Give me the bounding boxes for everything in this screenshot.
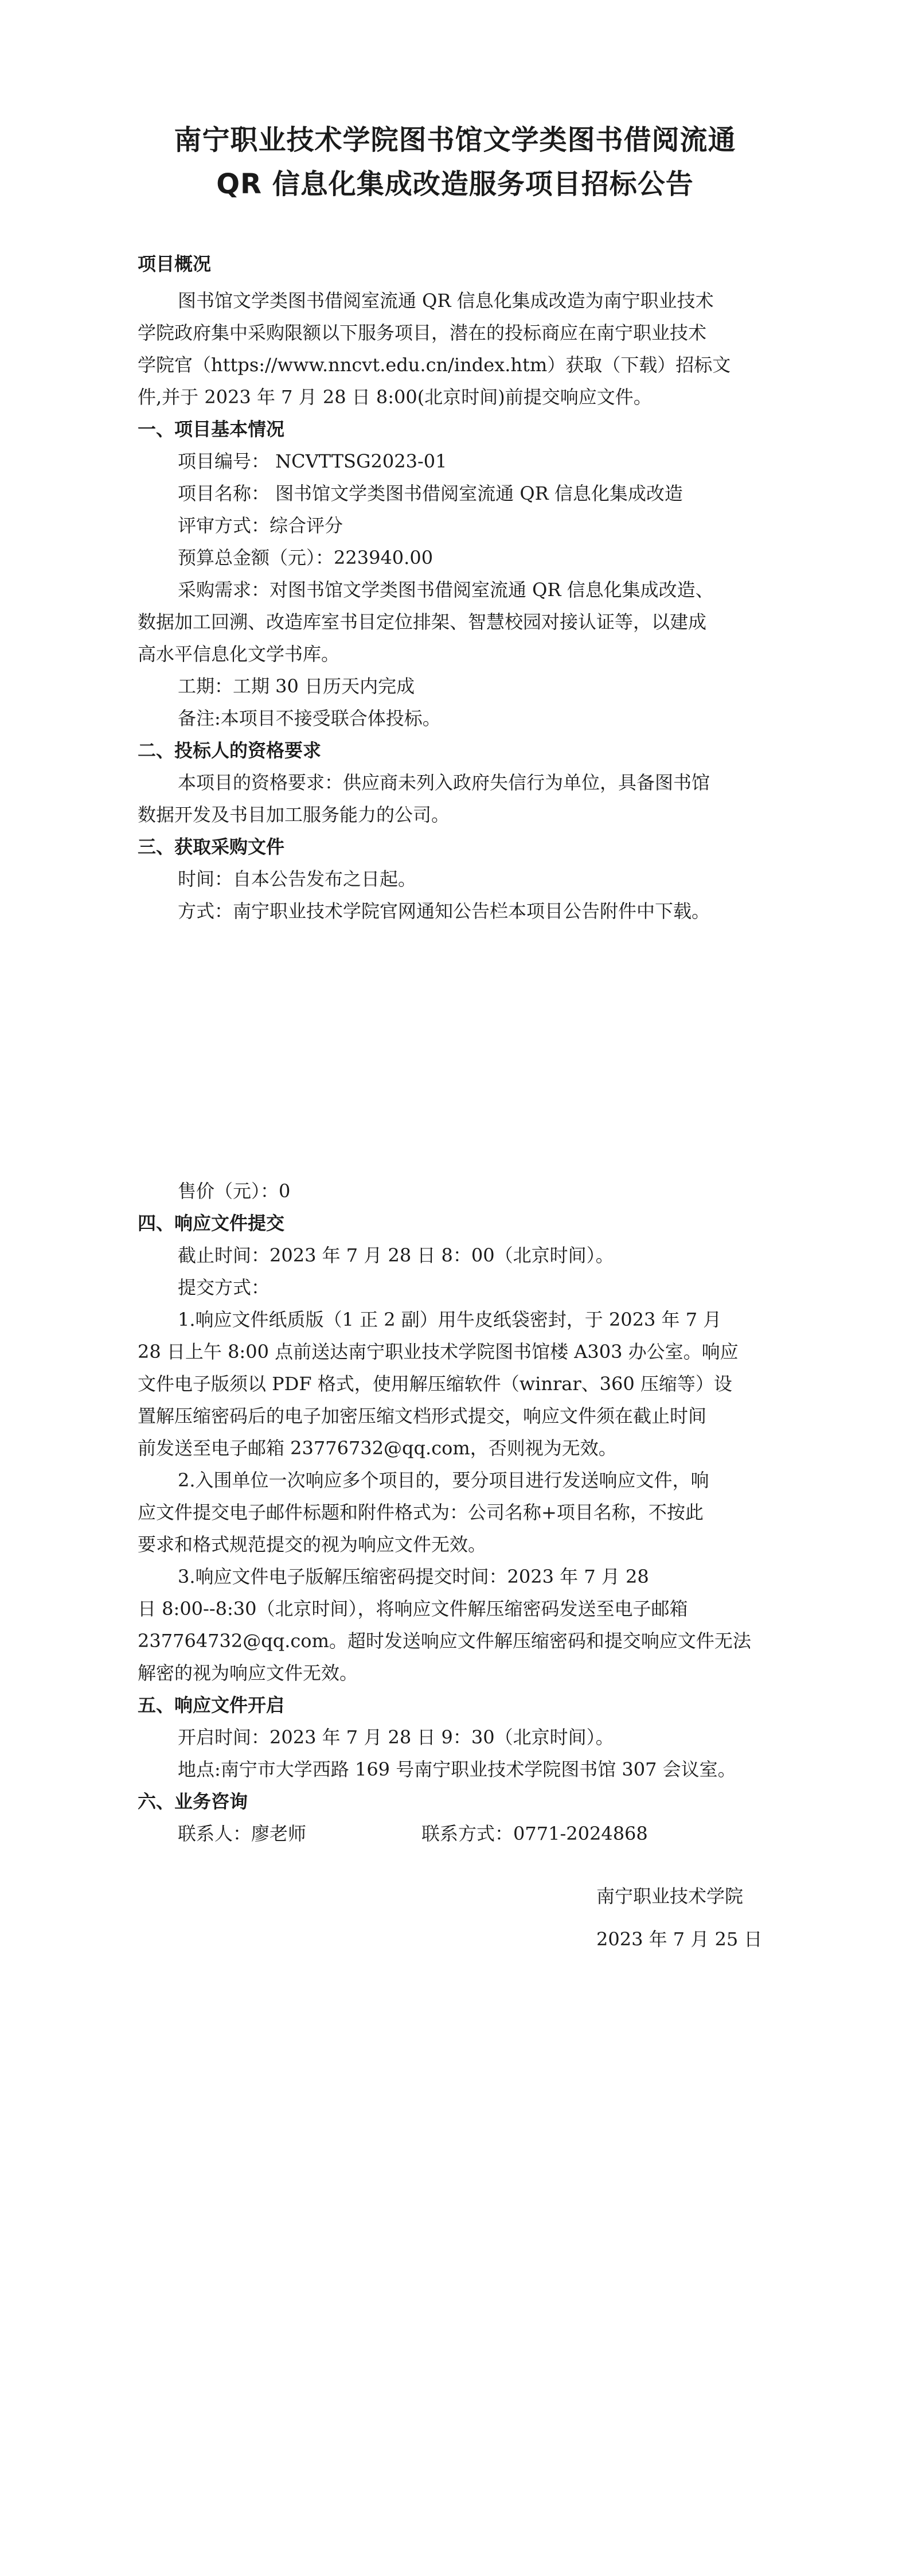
submission-paragraph-3: 解密的视为响应文件无效。 [138, 1662, 358, 1684]
qualification-text: 本项目的资格要求：供应商未列入政府失信行为单位，具备图书馆 [178, 772, 710, 793]
submission-method-label: 提交方式： [178, 1277, 270, 1298]
section-1-heading: 一、项目基本情况 [138, 418, 285, 440]
contact-phone: 联系方式：0771-2024868 [421, 1823, 648, 1845]
submission-deadline: 截止时间：2023 年 7 月 28 日 8：00（北京时间）。 [178, 1244, 614, 1266]
procurement-requirement: 数据加工回溯、改造库室书目定位排架、智慧校园对接认证等，以建成 [138, 611, 707, 633]
opening-time: 开启时间：2023 年 7 月 28 日 9：30（北京时间）。 [178, 1726, 614, 1748]
remark: 备注:本项目不接受联合体投标。 [178, 707, 441, 729]
submission-paragraph-2: 2.入围单位一次响应多个项目的，要分项目进行发送响应文件，响 [178, 1469, 709, 1491]
procurement-requirement: 高水平信息化文学书库。 [138, 643, 340, 665]
submission-paragraph-1: 文件电子版须以 PDF 格式，使用解压缩软件（winrar、360 压缩等）设 [138, 1373, 732, 1395]
review-method: 评审方式：综合评分 [178, 515, 343, 536]
contact-person: 联系人：廖老师 [178, 1823, 307, 1845]
obtain-time: 时间：自本公告发布之日起。 [178, 868, 417, 890]
overview-line: 学院官（https://www.nncvt.edu.cn/index.htm）获取（下载）招标文 [138, 354, 731, 376]
work-period: 工期：工期 30 日历天内完成 [178, 675, 415, 697]
opening-location: 地点:南宁市大学西路 169 号南宁职业技术学院图书馆 307 会议室。 [178, 1758, 736, 1780]
submission-paragraph-1: 置解压缩密码后的电子加密压缩文档形式提交，响应文件须在截止时间 [138, 1405, 707, 1427]
section-6-heading: 六、业务咨询 [138, 1791, 248, 1812]
qualification-text: 数据开发及书目加工服务能力的公司。 [138, 804, 450, 826]
signature-organization: 南宁职业技术学院 [596, 1885, 744, 1907]
section-2-heading: 二、投标人的资格要求 [138, 740, 322, 761]
submission-paragraph-1: 前发送至电子邮箱 23776732@qq.com，否则视为无效。 [138, 1437, 617, 1459]
section-4-heading: 四、响应文件提交 [138, 1212, 285, 1234]
submission-paragraph-2: 要求和格式规范提交的视为响应文件无效。 [138, 1534, 487, 1555]
submission-paragraph-3: 237764732@qq.com。超时发送响应文件解压缩密码和提交响应文件无法 [138, 1630, 751, 1652]
document-price: 售价（元）：0 [178, 1180, 291, 1202]
submission-paragraph-1: 1.响应文件纸质版（1 正 2 副）用牛皮纸袋密封，于 2023 年 7 月 [178, 1309, 722, 1330]
overview-line: 件,并于 2023 年 7 月 28 日 8:00(北京时间)前提交响应文件。 [138, 386, 652, 408]
overview-heading: 项目概况 [138, 253, 212, 275]
submission-paragraph-3: 3.响应文件电子版解压缩密码提交时间：2023 年 7 月 28 [178, 1566, 649, 1587]
overview-line: 学院政府集中采购限额以下服务项目，潜在的投标商应在南宁职业技术 [138, 322, 707, 344]
submission-paragraph-2: 应文件提交电子邮件标题和附件格式为：公司名称+项目名称，不按此 [138, 1501, 704, 1523]
project-name: 项目名称： 图书馆文学类图书借阅室流通 QR 信息化集成改造 [178, 482, 683, 504]
obtain-method: 方式：南宁职业技术学院官网通知公告栏本项目公告附件中下载。 [178, 900, 710, 922]
project-number: 项目编号： NCVTTSG2023-01 [178, 450, 447, 472]
submission-paragraph-3: 日 8:00--8:30（北京时间），将响应文件解压缩密码发送至电子邮箱 [138, 1598, 688, 1620]
section-3-heading: 三、获取采购文件 [138, 836, 285, 858]
budget-amount: 预算总金额（元）：223940.00 [178, 547, 433, 569]
section-5-heading: 五、响应文件开启 [138, 1694, 285, 1716]
page-title-line-2: QR 信息化集成改造服务项目招标公告 [216, 168, 694, 200]
overview-line: 图书馆文学类图书借阅室流通 QR 信息化集成改造为南宁职业技术 [178, 290, 714, 312]
signature-date: 2023 年 7 月 25 日 [596, 1928, 763, 1950]
procurement-requirement: 采购需求：对图书馆文学类图书借阅室流通 QR 信息化集成改造、 [178, 579, 714, 601]
submission-paragraph-1: 28 日上午 8:00 点前送达南宁职业技术学院图书馆楼 A303 办公室。响应 [138, 1341, 739, 1363]
page-title-line-1: 南宁职业技术学院图书馆文学类图书借阅流通 [174, 124, 736, 156]
